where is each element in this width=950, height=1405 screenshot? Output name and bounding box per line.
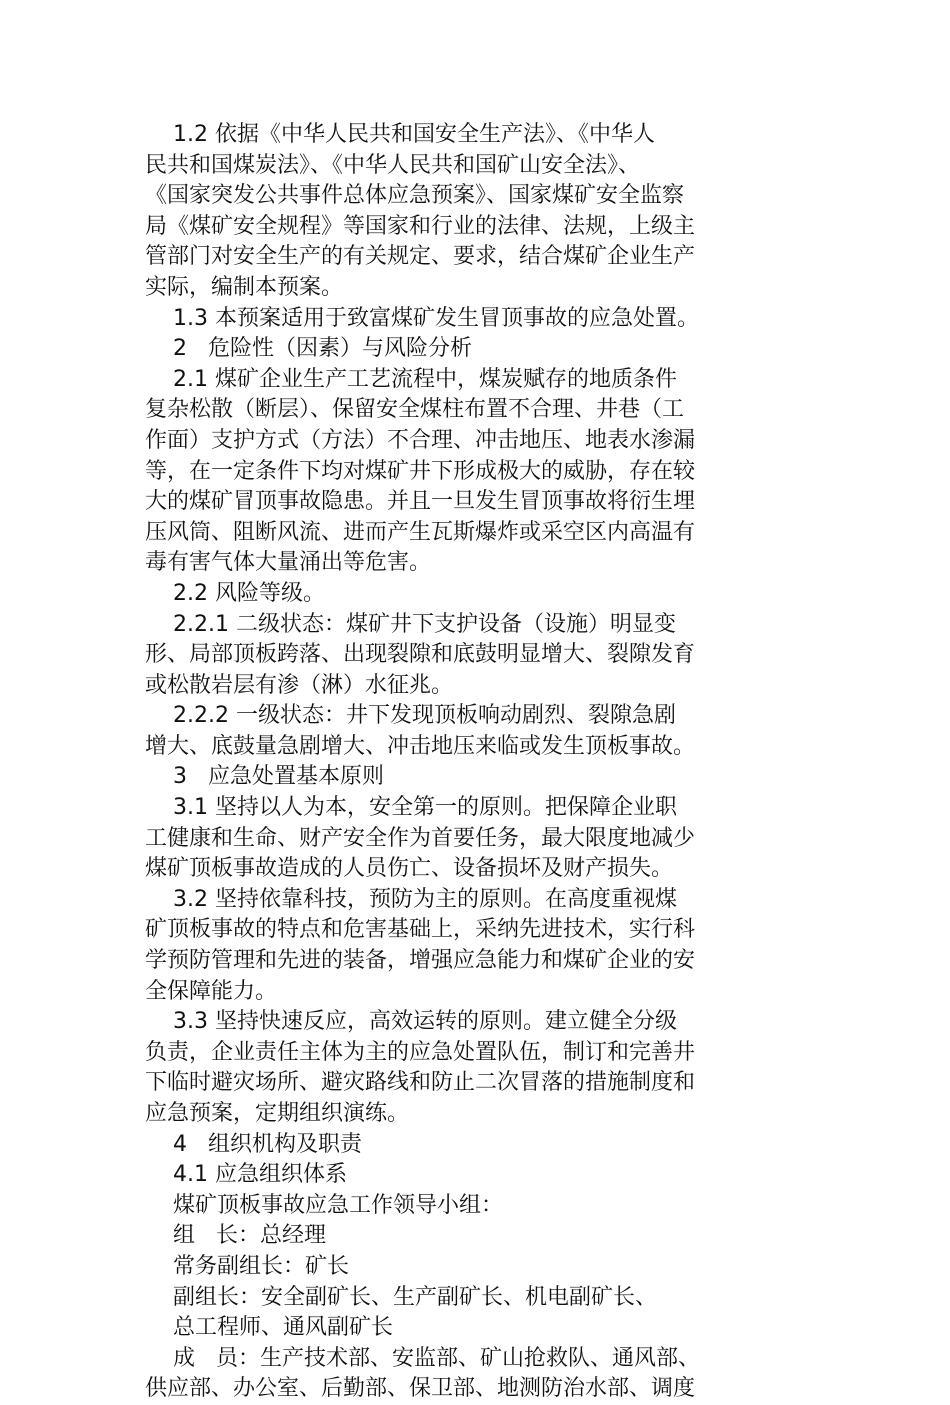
- text-line: 《国家突发公共事件总体应急预案》、国家煤矿安全监察: [145, 183, 685, 209]
- text-line: 局《煤矿安全规程》等国家和行业的法律、法规，上级主: [145, 213, 696, 239]
- text-line: 负责，企业责任主体为主的应急处置队伍，制订和完善井: [145, 1039, 696, 1065]
- heading-text: 4.1 应急组织体系: [145, 1162, 347, 1188]
- text-line: 1.3 本预案适用于致富煤矿发生冒顶事故的应急处置。: [145, 305, 699, 331]
- text-line: 2.2.2 一级状态：井下发现顶板响动剧烈、裂隙急剧: [145, 703, 676, 729]
- text-line: 管部门对安全生产的有关规定、要求，结合煤矿企业生产: [145, 244, 696, 270]
- paragraph-leader-group: [145, 1191, 805, 1222]
- text-line: 压风筒、阻断风流、进而产生瓦斯爆炸或采空区内高温有: [145, 519, 696, 545]
- paragraph-2-2-1: [145, 610, 805, 702]
- text-line: 全保障能力。: [145, 978, 278, 1004]
- text-line: 常务副组长：矿长: [145, 1253, 349, 1279]
- paragraph-deputy-leaders: [145, 1283, 805, 1344]
- text-line: 大的煤矿冒顶事故隐患。并且一旦发生冒顶事故将衍生埋: [145, 489, 696, 515]
- text-line: 复杂松散（断层）、保留安全煤柱布置不合理、井巷（工: [145, 397, 685, 423]
- text-line: 2.2 风险等级。: [145, 580, 325, 606]
- text-line: 或松散岩层有渗（淋）水征兆。: [145, 672, 454, 698]
- document-body: [145, 120, 805, 1405]
- text-line: 2.2.1 二级状态：煤矿井下支护设备（设施）明显变: [145, 611, 676, 637]
- section-heading-4-1: [145, 1160, 805, 1191]
- heading-text: 4 组织机构及职责: [145, 1131, 362, 1157]
- paragraph-3-3: [145, 1007, 805, 1129]
- text-line: 2.1 煤矿企业生产工艺流程中，煤炭赋存的地质条件: [145, 366, 677, 392]
- text-line: 实际，编制本预案。: [145, 274, 344, 300]
- text-line: 学预防管理和先进的装备，增强应急能力和煤矿企业的安: [145, 948, 696, 974]
- text-line: 供应部、办公室、后勤部、保卫部、地测防治水部、调度: [145, 1376, 696, 1402]
- text-line: 总工程师、通风副矿长: [145, 1315, 393, 1341]
- text-line: 副组长：安全副矿长、生产副矿长、机电副矿长、: [145, 1284, 657, 1310]
- text-line: 煤矿顶板事故应急工作领导小组：: [145, 1192, 503, 1218]
- text-line: 1.2 依据《中华人民共和国安全生产法》、《中华人: [145, 122, 655, 147]
- text-line: 下临时避灾场所、避灾路线和防止二次冒落的措施制度和: [145, 1070, 696, 1096]
- text-line: 作面）支护方式（方法）不合理、冲击地压、地表水渗漏: [145, 427, 696, 453]
- text-line: 成 员：生产技术部、安监部、矿山抢救队、通风部、: [145, 1345, 700, 1371]
- paragraph-3-1: [145, 793, 805, 885]
- text-line: 等，在一定条件下均对煤矿井下形成极大的威胁，存在较: [145, 458, 696, 484]
- heading-text: 2 危险性（因素）与风险分析: [145, 336, 472, 362]
- heading-text: 3 应急处置基本原则: [145, 764, 384, 790]
- paragraph-3-2: [145, 885, 805, 1007]
- text-line: 应急预案，定期组织演练。: [145, 1101, 410, 1126]
- paragraph-2-2: [145, 579, 805, 610]
- text-line: 矿顶板事故的特点和危害基础上，采纳先进技术，实行科: [145, 917, 696, 943]
- text-line: 形、局部顶板跨落、出现裂隙和底鼓明显增大、裂隙发育: [145, 642, 696, 668]
- paragraph-1-3-scope: [145, 304, 805, 335]
- text-line: 组 长：总经理: [145, 1223, 326, 1249]
- section-heading-4: [145, 1130, 805, 1161]
- text-line: 工健康和生命、财产安全作为首要任务，最大限度地减少: [145, 825, 696, 851]
- section-heading-3: [145, 762, 805, 793]
- paragraph-exec-deputy: [145, 1252, 805, 1283]
- text-line: 3.2 坚持依靠科技，预防为主的原则。在高度重视煤: [145, 886, 677, 912]
- text-line: 民共和国煤炭法》、《中华人民共和国矿山安全法》、: [145, 152, 641, 178]
- text-line: 增大、底鼓量急剧增大、冲击地压来临或发生顶板事故。: [145, 733, 696, 759]
- paragraph-group-leader: [145, 1221, 805, 1252]
- text-line: 毒有害气体大量涌出等危害。: [145, 550, 432, 576]
- paragraph-1-2-basis: [145, 120, 805, 304]
- section-heading-2: [145, 334, 805, 365]
- paragraph-members: [145, 1344, 805, 1405]
- text-line: 3.3 坚持快速反应，高效运转的原则。建立健全分级: [145, 1009, 677, 1035]
- text-line: 煤矿顶板事故造成的人员伤亡、设备损坏及财产损失。: [145, 856, 674, 882]
- paragraph-2-1: [145, 365, 805, 579]
- text-line: 3.1 坚持以人为本，安全第一的原则。把保障企业职: [145, 795, 677, 821]
- paragraph-2-2-2: [145, 701, 805, 762]
